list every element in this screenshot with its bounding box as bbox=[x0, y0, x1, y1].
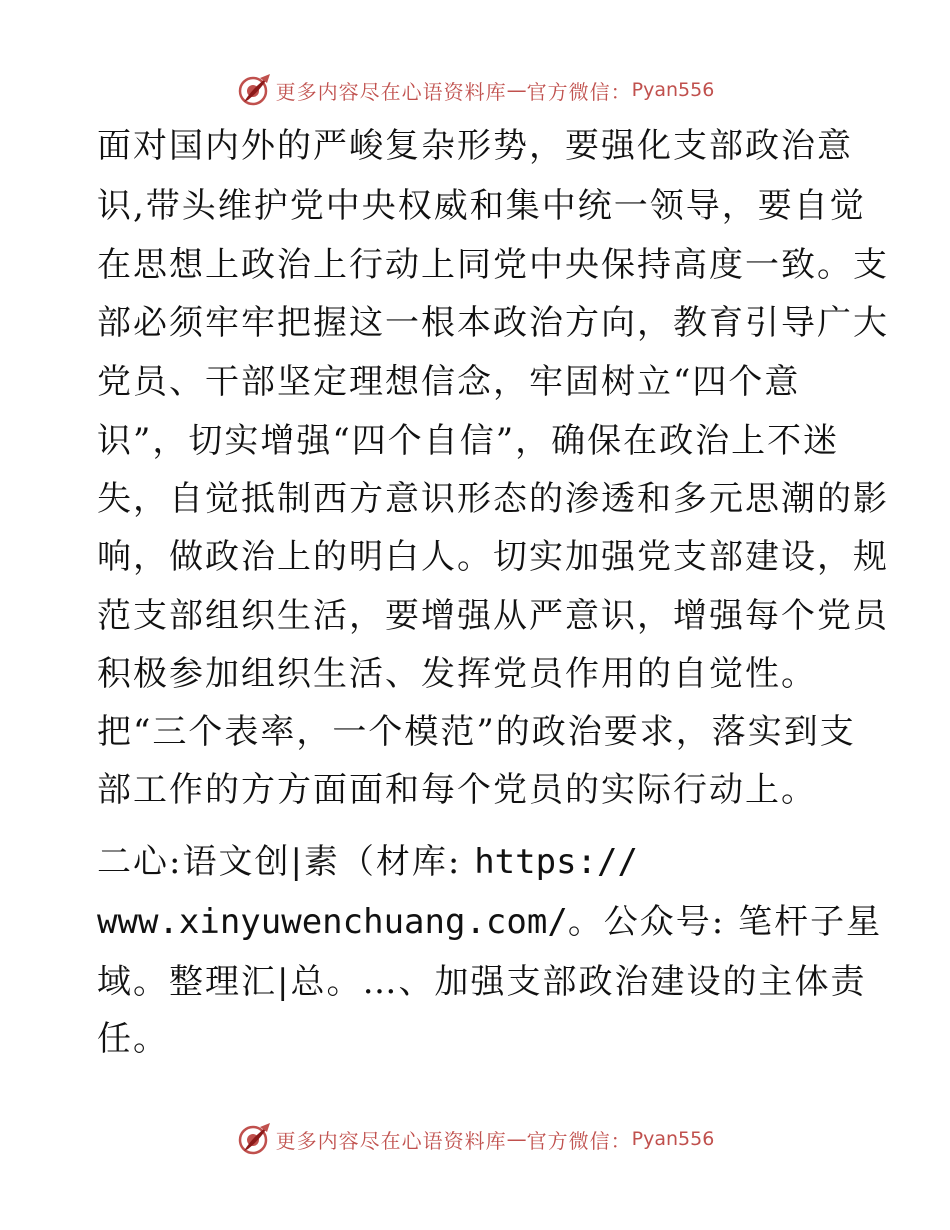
body-line-7: 失，自觉抵制西方意识形态的渗透和多元思潮的影 bbox=[97, 479, 889, 519]
banner-title: 更多内容尽在心语资料库 bbox=[275, 1128, 507, 1153]
banner-separator: — bbox=[506, 78, 527, 102]
source-url-part-2: www.xinyuwenchuang.com/ bbox=[97, 902, 568, 942]
banner-wechat-label: 官方微信： bbox=[526, 79, 632, 104]
header-banner bbox=[0, 70, 950, 110]
body-line-4: 部必须牢牢把握这一根本政治方向，教育引导广大 bbox=[97, 303, 889, 343]
body-line-11: 把“三个表率，一个模范”的政治要求，落实到支 bbox=[97, 712, 856, 752]
body-line-2: 识,带头维护党中央权威和集中统一领导，要自觉 bbox=[97, 186, 866, 226]
source-line-2-suffix: 。公众号: 笔杆子星 bbox=[567, 902, 883, 942]
body-line-1: 面对国内外的严峻复杂形势，要强化支部政治意 bbox=[97, 126, 853, 166]
source-line-1 bbox=[97, 836, 857, 888]
banner-title: 更多内容尽在心语资料库 bbox=[275, 79, 507, 104]
source-url-part-1: https:// bbox=[474, 842, 638, 882]
red-quill-circle-logo-icon bbox=[236, 72, 272, 108]
banner-wechat-label: 官方微信： bbox=[526, 1128, 632, 1153]
body-line-8: 响，做政治上的明白人。切实加强党支部建设，规 bbox=[97, 537, 889, 577]
source-line-1-prefix: 二心:语文创|素（材库: bbox=[97, 842, 475, 882]
body-line-12: 部工作的方方面面和每个党员的实际行动上。 bbox=[97, 770, 817, 810]
body-line-6: 识”，切实增强“四个自信”，确保在政治上不迷 bbox=[97, 421, 840, 461]
source-line-4: 任。 bbox=[97, 1019, 169, 1059]
red-quill-circle-logo-icon bbox=[236, 1121, 272, 1157]
body-line-3: 在思想上政治上行动上同党中央保持高度一致。支 bbox=[97, 245, 889, 285]
body-line-5: 党员、干部坚定理想信念，牢固树立“四个意 bbox=[97, 362, 801, 402]
banner-wechat-id: Pyan556 bbox=[631, 1128, 715, 1150]
banner-separator: — bbox=[506, 1127, 527, 1151]
body-line-10: 积极参加组织生活、发挥党员作用的自觉性。 bbox=[97, 654, 817, 694]
footer-banner bbox=[0, 1119, 950, 1159]
source-line-3: 域。整理汇|总。…、加强支部政治建设的主体责 bbox=[97, 962, 867, 1002]
source-line-2 bbox=[97, 896, 883, 948]
body-line-9: 范支部组织生活，要增强从严意识，增强每个党员 bbox=[97, 596, 889, 636]
banner-wechat-id: Pyan556 bbox=[631, 79, 715, 101]
